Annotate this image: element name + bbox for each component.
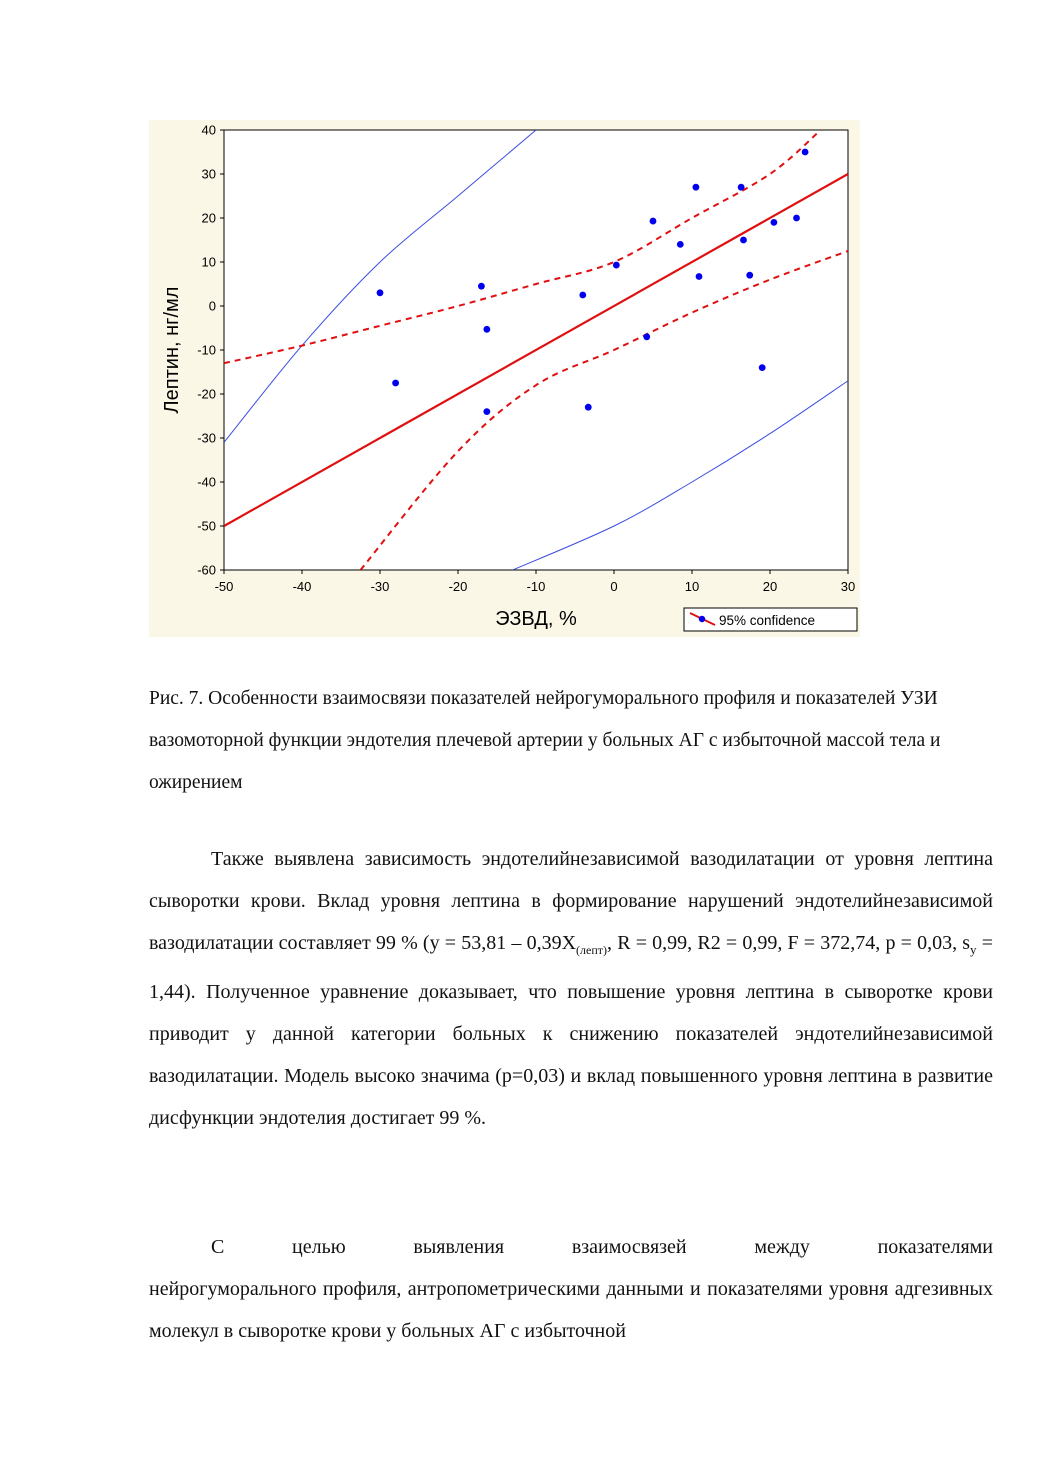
data-point	[585, 404, 592, 411]
paragraph-2-line-1: С целью выявления взаимосвязей между показателями	[211, 1236, 993, 1258]
paragraph-1-text-a: Также выявлена зависимость эндотелийнезависимой вазодилатации от уровня лептина сыворотки крови. Вклад уровня лептина в формирование нарушений эндотелийнезависимой вазодилатации составляет 99 % (y = 53,81 – 0,39X	[149, 848, 993, 954]
y-tick-label: -30	[197, 430, 216, 446]
x-tick-label: -50	[214, 579, 234, 594]
y-tick-label: 30	[201, 166, 216, 182]
x-axis-label: ЭЗВД, %	[495, 608, 577, 630]
paragraph-1-text-c: = 1,44). Полученное уравнение доказывает, что повышение уровня лептина в сыворотке крови приводит у данной категории больных к снижению показателей эндотелийнезависимой вазодилатации. Модель высоко значима (р=0,03) и вклад повышенного уровня лептина в развитие дисфункции эндотелия достигает 99 %.	[149, 932, 994, 1129]
legend-point-swatch	[699, 616, 705, 622]
data-point	[483, 408, 490, 415]
x-tick-label: -40	[292, 579, 312, 594]
y-tick-label: -50	[197, 518, 216, 534]
x-tick-label: 10	[684, 579, 700, 594]
caption-text: Рис. 7. Особенности взаимосвязи показателей нейрогуморального профиля и показателей УЗИ вазомоторной функции эндотелия плечевой артерии у больных АГ с избыточной массой тела и ожирением	[149, 688, 941, 793]
x-tick-label: 0	[610, 579, 618, 594]
y-tick-label: 10	[201, 254, 216, 270]
x-tick-label: 20	[762, 579, 778, 594]
paragraph-2-text: нейрогуморального профиля, антропометрическими данными и показателями уровня адгезивных молекул в сыворотке крови у больных АГ с избыточной	[149, 1278, 993, 1342]
data-point	[740, 237, 747, 244]
y-tick-label: -10	[197, 342, 216, 358]
paragraph-1-subscript-lept: (лепт)	[576, 943, 608, 957]
data-point	[650, 218, 657, 225]
chart-svg	[149, 120, 860, 637]
paragraph-2-rest	[149, 1268, 993, 1352]
paragraph-1	[149, 838, 993, 1139]
y-tick-label: 40	[201, 122, 216, 138]
data-point	[478, 283, 485, 290]
data-point	[802, 149, 809, 156]
data-point	[693, 184, 700, 191]
data-point	[579, 292, 586, 299]
y-tick-label: 20	[201, 210, 216, 226]
x-tick-label: -20	[448, 579, 468, 594]
paragraph-1-subscript-y: y	[970, 942, 977, 957]
data-point	[392, 380, 399, 387]
data-point	[613, 262, 620, 269]
figure-caption	[149, 678, 993, 804]
data-point	[759, 364, 766, 371]
scatter-figure	[149, 120, 860, 637]
legend	[684, 608, 857, 631]
y-tick-label: -40	[197, 474, 216, 490]
y-tick-label: -20	[197, 386, 216, 402]
x-tick-label: 30	[840, 579, 856, 594]
data-point	[793, 215, 800, 222]
data-point	[696, 273, 703, 280]
data-point	[677, 241, 684, 248]
data-point	[483, 326, 490, 333]
y-axis-label: Лептин, нг/мл	[161, 286, 183, 414]
paragraph-2-first-line	[149, 1226, 993, 1268]
x-tick-label: -10	[526, 579, 546, 594]
paragraph-1-text-b: , R = 0,99, R2 = 0,99, F = 372,74, p = 0,03, s	[607, 932, 971, 954]
y-tick-label: -60	[197, 562, 216, 578]
legend-label: 95% confidence	[719, 613, 816, 628]
data-point	[738, 184, 745, 191]
data-point	[746, 272, 753, 279]
data-point	[771, 219, 778, 226]
data-point	[643, 333, 650, 340]
x-tick-label: -30	[370, 579, 390, 594]
y-tick-label: 0	[208, 298, 216, 314]
data-point	[377, 289, 384, 296]
